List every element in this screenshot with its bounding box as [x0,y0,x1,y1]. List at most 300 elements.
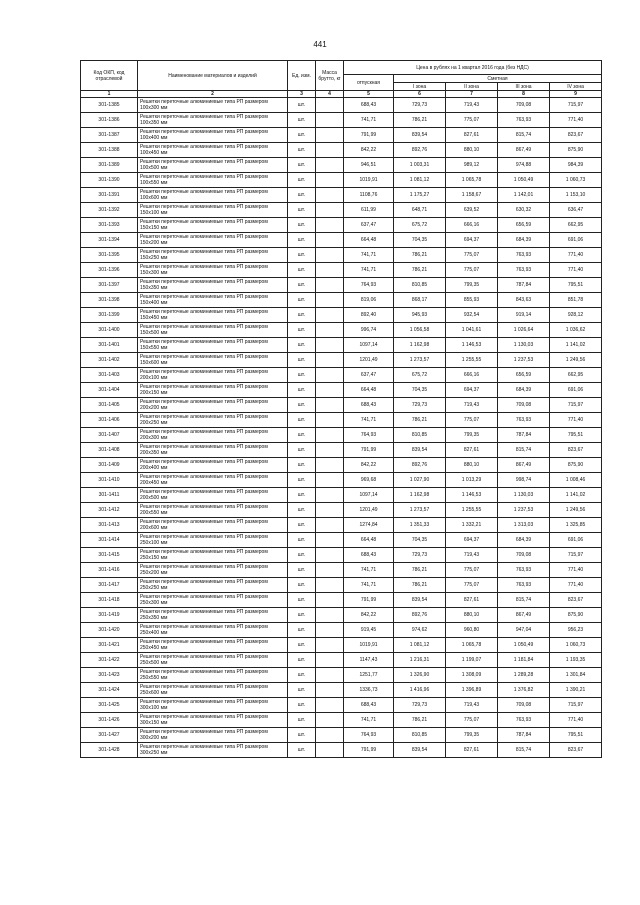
row-code: 301-1411 [81,488,138,503]
row-name: Решетки переточные алюминиевые типа РП размером 250х250 мм [138,578,288,593]
row-zone-2-price: 694,37 [446,533,498,548]
row-name: Решетки переточные алюминиевые типа РП размером 100х600 мм [138,188,288,203]
row-release-price: 791,99 [344,128,394,143]
row-zone-3-price: 787,84 [498,728,550,743]
row-unit: шт. [288,683,316,698]
row-unit: шт. [288,668,316,683]
row-zone-3-price: 815,74 [498,128,550,143]
row-code: 301-1423 [81,668,138,683]
row-unit: шт. [288,218,316,233]
row-unit: шт. [288,293,316,308]
row-zone-2-price: 880,10 [446,458,498,473]
table-row [81,428,602,443]
row-mass [316,668,344,683]
row-release-price: 969,68 [344,473,394,488]
row-zone-2-price: 880,10 [446,143,498,158]
row-zone-1-price: 839,54 [394,743,446,758]
row-zone-4-price: 875,90 [550,458,602,473]
row-unit: шт. [288,743,316,758]
row-release-price: 1201,49 [344,353,394,368]
row-mass [316,128,344,143]
row-zone-4-price: 715,97 [550,548,602,563]
table-row [81,563,602,578]
row-zone-4-price: 1 193,35 [550,653,602,668]
row-zone-4-price: 795,51 [550,728,602,743]
row-code: 301-1418 [81,593,138,608]
row-zone-1-price: 1 416,96 [394,683,446,698]
row-code: 301-1407 [81,428,138,443]
row-mass [316,743,344,758]
row-release-price: 741,71 [344,578,394,593]
row-zone-3-price: 763,93 [498,263,550,278]
row-zone-4-price: 636,47 [550,203,602,218]
row-zone-2-price: 1 158,67 [446,188,498,203]
row-zone-2-price: 960,80 [446,623,498,638]
row-zone-1-price: 648,71 [394,203,446,218]
row-unit: шт. [288,203,316,218]
row-mass [316,278,344,293]
row-zone-4-price: 715,97 [550,98,602,113]
row-name: Решетки переточные алюминиевые типа РП размером 100х500 мм [138,158,288,173]
row-unit: шт. [288,728,316,743]
row-name: Решетки переточные алюминиевые типа РП размером 300х150 мм [138,713,288,728]
header-zone-1: I зона [394,83,446,91]
table-row [81,443,602,458]
row-zone-4-price: 823,67 [550,128,602,143]
row-code: 301-1402 [81,353,138,368]
row-unit: шт. [288,593,316,608]
row-zone-3-price: 763,93 [498,578,550,593]
row-zone-1-price: 810,85 [394,728,446,743]
row-release-price: 842,22 [344,458,394,473]
table-row [81,653,602,668]
row-zone-3-price: 787,84 [498,428,550,443]
column-number: 6 [394,91,446,98]
row-mass [316,548,344,563]
row-zone-4-price: 1 060,73 [550,638,602,653]
row-zone-1-price: 1 056,58 [394,323,446,338]
table-row [81,128,602,143]
row-zone-2-price: 775,07 [446,263,498,278]
header-zone-2: II зона [446,83,498,91]
row-mass [316,593,344,608]
row-code: 301-1412 [81,503,138,518]
row-zone-3-price: 843,63 [498,293,550,308]
row-unit: шт. [288,503,316,518]
row-name: Решетки переточные алюминиевые типа РП размером 250х300 мм [138,593,288,608]
row-zone-4-price: 875,90 [550,608,602,623]
row-zone-3-price: 974,88 [498,158,550,173]
row-release-price: 611,99 [344,203,394,218]
row-zone-1-price: 786,21 [394,263,446,278]
row-zone-4-price: 691,06 [550,233,602,248]
row-zone-1-price: 786,21 [394,413,446,428]
row-zone-2-price: 1 013,29 [446,473,498,488]
row-mass [316,248,344,263]
row-zone-4-price: 771,40 [550,113,602,128]
row-mass [316,143,344,158]
row-zone-2-price: 1 332,21 [446,518,498,533]
row-zone-2-price: 639,52 [446,203,498,218]
table-row [81,248,602,263]
row-zone-1-price: 1 081,12 [394,638,446,653]
row-name: Решетки переточные алюминиевые типа РП размером 300х100 мм [138,698,288,713]
row-mass [316,338,344,353]
row-unit: шт. [288,143,316,158]
row-zone-4-price: 1 141,02 [550,338,602,353]
header-name: Наименование материалов и изделий [138,61,288,91]
row-name: Решетки переточные алюминиевые типа РП размером 150х350 мм [138,278,288,293]
row-zone-1-price: 729,73 [394,548,446,563]
row-name: Решетки переточные алюминиевые типа РП размером 250х400 мм [138,623,288,638]
table-row [81,203,602,218]
row-zone-1-price: 675,72 [394,368,446,383]
row-zone-1-price: 1 003,31 [394,158,446,173]
row-name: Решетки переточные алюминиевые типа РП размером 200х100 мм [138,368,288,383]
row-unit: шт. [288,398,316,413]
row-zone-2-price: 775,07 [446,578,498,593]
row-name: Решетки переточные алюминиевые типа РП размером 150х250 мм [138,248,288,263]
row-zone-3-price: 684,39 [498,383,550,398]
table-row [81,623,602,638]
row-zone-4-price: 771,40 [550,563,602,578]
table-row [81,668,602,683]
row-release-price: 791,99 [344,443,394,458]
row-zone-2-price: 799,35 [446,428,498,443]
row-zone-1-price: 839,54 [394,443,446,458]
row-unit: шт. [288,413,316,428]
row-unit: шт. [288,653,316,668]
row-mass [316,353,344,368]
row-zone-4-price: 1 325,85 [550,518,602,533]
row-zone-1-price: 786,21 [394,563,446,578]
row-zone-3-price: 815,74 [498,743,550,758]
row-name: Решетки переточные алюминиевые типа РП размером 200х150 мм [138,383,288,398]
row-code: 301-1400 [81,323,138,338]
row-name: Решетки переточные алюминиевые типа РП размером 300х200 мм [138,728,288,743]
row-release-price: 919,45 [344,623,394,638]
row-name: Решетки переточные алюминиевые типа РП размером 200х350 мм [138,443,288,458]
row-zone-1-price: 1 162,98 [394,338,446,353]
row-code: 301-1424 [81,683,138,698]
row-zone-3-price: 787,84 [498,278,550,293]
table-row [81,608,602,623]
row-code: 301-1408 [81,443,138,458]
row-zone-2-price: 1 041,61 [446,323,498,338]
table-row [81,473,602,488]
row-zone-2-price: 719,43 [446,398,498,413]
row-name: Решетки переточные алюминиевые типа РП размером 150х100 мм [138,203,288,218]
row-unit: шт. [288,443,316,458]
row-zone-1-price: 1 351,33 [394,518,446,533]
row-unit: шт. [288,128,316,143]
header-price-group: Цена в рублях на 1 квартал 2016 года (без НДС) [344,61,602,75]
row-name: Решетки переточные алюминиевые типа РП размером 250х350 мм [138,608,288,623]
row-zone-4-price: 771,40 [550,578,602,593]
row-mass [316,683,344,698]
row-zone-4-price: 1 249,56 [550,503,602,518]
row-zone-4-price: 771,40 [550,248,602,263]
row-zone-1-price: 704,35 [394,233,446,248]
row-unit: шт. [288,113,316,128]
row-release-price: 764,93 [344,428,394,443]
row-zone-1-price: 729,73 [394,398,446,413]
row-name: Решетки переточные алюминиевые типа РП размером 150х550 мм [138,338,288,353]
row-release-price: 842,22 [344,143,394,158]
table-row [81,173,602,188]
row-release-price: 1097,14 [344,338,394,353]
row-name: Решетки переточные алюминиевые типа РП размером 150х150 мм [138,218,288,233]
row-name: Решетки переточные алюминиевые типа РП размером 150х300 мм [138,263,288,278]
row-code: 301-1416 [81,563,138,578]
row-zone-3-price: 656,59 [498,368,550,383]
row-zone-4-price: 771,40 [550,263,602,278]
row-zone-4-price: 928,12 [550,308,602,323]
row-zone-2-price: 989,12 [446,158,498,173]
row-zone-2-price: 719,43 [446,548,498,563]
row-name: Решетки переточные алюминиевые типа РП размером 250х100 мм [138,533,288,548]
row-mass [316,533,344,548]
header-mass: Масса брутто, кг [316,61,344,91]
row-mass [316,728,344,743]
row-zone-2-price: 775,07 [446,563,498,578]
row-release-price: 741,71 [344,113,394,128]
table-row [81,728,602,743]
row-zone-1-price: 1 175,27 [394,188,446,203]
row-zone-2-price: 799,35 [446,728,498,743]
row-name: Решетки переточные алюминиевые типа РП размером 250х550 мм [138,668,288,683]
table-row [81,308,602,323]
row-zone-4-price: 715,97 [550,398,602,413]
row-zone-4-price: 1 060,73 [550,173,602,188]
row-mass [316,503,344,518]
row-code: 301-1409 [81,458,138,473]
row-mass [316,188,344,203]
row-unit: шт. [288,248,316,263]
row-zone-1-price: 892,76 [394,143,446,158]
row-release-price: 1019,91 [344,173,394,188]
row-zone-1-price: 786,21 [394,113,446,128]
row-code: 301-1426 [81,713,138,728]
row-code: 301-1404 [81,383,138,398]
row-code: 301-1428 [81,743,138,758]
row-name: Решетки переточные алюминиевые типа РП размером 200х200 мм [138,398,288,413]
row-zone-3-price: 684,39 [498,233,550,248]
row-release-price: 946,51 [344,158,394,173]
table-row [81,593,602,608]
table-row [81,353,602,368]
row-zone-1-price: 1 027,90 [394,473,446,488]
table-row [81,278,602,293]
row-unit: шт. [288,608,316,623]
row-zone-3-price: 867,49 [498,143,550,158]
row-zone-2-price: 827,61 [446,128,498,143]
row-unit: шт. [288,533,316,548]
row-zone-2-price: 775,07 [446,248,498,263]
row-zone-4-price: 1 249,56 [550,353,602,368]
header-unit: Ед. изм. [288,61,316,91]
row-code: 301-1401 [81,338,138,353]
column-number: 1 [81,91,138,98]
row-zone-2-price: 827,61 [446,593,498,608]
table-row [81,218,602,233]
row-zone-2-price: 775,07 [446,713,498,728]
row-zone-2-price: 1 396,89 [446,683,498,698]
row-unit: шт. [288,638,316,653]
column-number: 4 [316,91,344,98]
row-zone-3-price: 1 026,64 [498,323,550,338]
row-code: 301-1395 [81,248,138,263]
row-unit: шт. [288,323,316,338]
row-zone-2-price: 932,54 [446,308,498,323]
row-code: 301-1391 [81,188,138,203]
table-row [81,263,602,278]
row-zone-3-price: 1 050,49 [498,638,550,653]
row-release-price: 1097,14 [344,488,394,503]
table-row [81,383,602,398]
row-zone-3-price: 709,08 [498,698,550,713]
row-zone-1-price: 1 273,57 [394,353,446,368]
row-zone-2-price: 1 146,53 [446,338,498,353]
row-unit: шт. [288,188,316,203]
row-zone-1-price: 1 081,12 [394,173,446,188]
header-zone-3: III зона [498,83,550,91]
row-unit: шт. [288,458,316,473]
row-release-price: 688,43 [344,398,394,413]
row-zone-2-price: 719,43 [446,698,498,713]
row-code: 301-1397 [81,278,138,293]
column-number-row [81,91,602,98]
row-code: 301-1394 [81,233,138,248]
row-name: Решетки переточные алюминиевые типа РП размером 200х300 мм [138,428,288,443]
row-name: Решетки переточные алюминиевые типа РП размером 150х200 мм [138,233,288,248]
page-number: 441 [313,40,327,49]
row-zone-4-price: 823,67 [550,743,602,758]
row-unit: шт. [288,488,316,503]
table-row [81,638,602,653]
header-estimate: Сметная [394,75,602,83]
row-zone-2-price: 880,10 [446,608,498,623]
column-number: 2 [138,91,288,98]
row-release-price: 637,47 [344,218,394,233]
row-zone-3-price: 763,93 [498,248,550,263]
row-mass [316,98,344,113]
row-zone-3-price: 815,74 [498,443,550,458]
row-release-price: 996,74 [344,323,394,338]
table-row [81,578,602,593]
row-zone-3-price: 1 237,53 [498,503,550,518]
table-row [81,98,602,113]
row-name: Решетки переточные алюминиевые типа РП размером 200х500 мм [138,488,288,503]
table-row [81,548,602,563]
row-zone-1-price: 786,21 [394,713,446,728]
row-mass [316,383,344,398]
row-unit: шт. [288,308,316,323]
row-name: Решетки переточные алюминиевые типа РП размером 100х400 мм [138,128,288,143]
row-mass [316,413,344,428]
row-code: 301-1427 [81,728,138,743]
row-release-price: 819,06 [344,293,394,308]
row-unit: шт. [288,578,316,593]
row-unit: шт. [288,368,316,383]
column-number: 8 [498,91,550,98]
row-release-price: 664,48 [344,233,394,248]
row-unit: шт. [288,473,316,488]
row-release-price: 741,71 [344,713,394,728]
row-name: Решетки переточные алюминиевые типа РП размером 100х550 мм [138,173,288,188]
row-zone-3-price: 919,14 [498,308,550,323]
row-zone-3-price: 763,93 [498,563,550,578]
row-zone-3-price: 763,93 [498,113,550,128]
row-zone-4-price: 691,06 [550,383,602,398]
table-row [81,488,602,503]
header-release: отпускная [344,75,394,91]
row-zone-1-price: 786,21 [394,578,446,593]
row-mass [316,203,344,218]
row-zone-3-price: 1 376,82 [498,683,550,698]
row-zone-4-price: 795,51 [550,428,602,443]
row-zone-4-price: 956,23 [550,623,602,638]
row-release-price: 741,71 [344,563,394,578]
row-code: 301-1389 [81,158,138,173]
header-code: Код ОКП, код отраслевой [81,61,138,91]
row-zone-3-price: 763,93 [498,413,550,428]
row-mass [316,158,344,173]
row-unit: шт. [288,563,316,578]
row-code: 301-1405 [81,398,138,413]
row-release-price: 764,93 [344,728,394,743]
row-code: 301-1421 [81,638,138,653]
row-zone-2-price: 1 065,78 [446,638,498,653]
row-code: 301-1425 [81,698,138,713]
table-row [81,458,602,473]
row-zone-3-price: 1 289,28 [498,668,550,683]
table-row [81,113,602,128]
row-zone-4-price: 1 301,84 [550,668,602,683]
row-zone-3-price: 1 181,84 [498,653,550,668]
table-row [81,233,602,248]
row-code: 301-1393 [81,218,138,233]
row-mass [316,698,344,713]
row-mass [316,173,344,188]
row-zone-4-price: 875,90 [550,143,602,158]
row-unit: шт. [288,353,316,368]
row-name: Решетки переточные алюминиевые типа РП размером 200х400 мм [138,458,288,473]
row-zone-1-price: 892,76 [394,458,446,473]
row-name: Решетки переточные алюминиевые типа РП размером 150х400 мм [138,293,288,308]
row-code: 301-1406 [81,413,138,428]
row-zone-1-price: 945,93 [394,308,446,323]
row-release-price: 791,99 [344,593,394,608]
row-release-price: 892,40 [344,308,394,323]
row-mass [316,218,344,233]
table-row [81,188,602,203]
row-zone-2-price: 1 065,78 [446,173,498,188]
row-zone-2-price: 666,16 [446,218,498,233]
row-zone-1-price: 892,76 [394,608,446,623]
row-unit: шт. [288,383,316,398]
row-zone-3-price: 630,32 [498,203,550,218]
row-code: 301-1385 [81,98,138,113]
row-mass [316,428,344,443]
row-zone-2-price: 827,61 [446,743,498,758]
row-zone-2-price: 775,07 [446,413,498,428]
row-mass [316,653,344,668]
row-release-price: 688,43 [344,548,394,563]
row-code: 301-1422 [81,653,138,668]
row-release-price: 1147,43 [344,653,394,668]
row-name: Решетки переточные алюминиевые типа РП размером 250х600 мм [138,683,288,698]
